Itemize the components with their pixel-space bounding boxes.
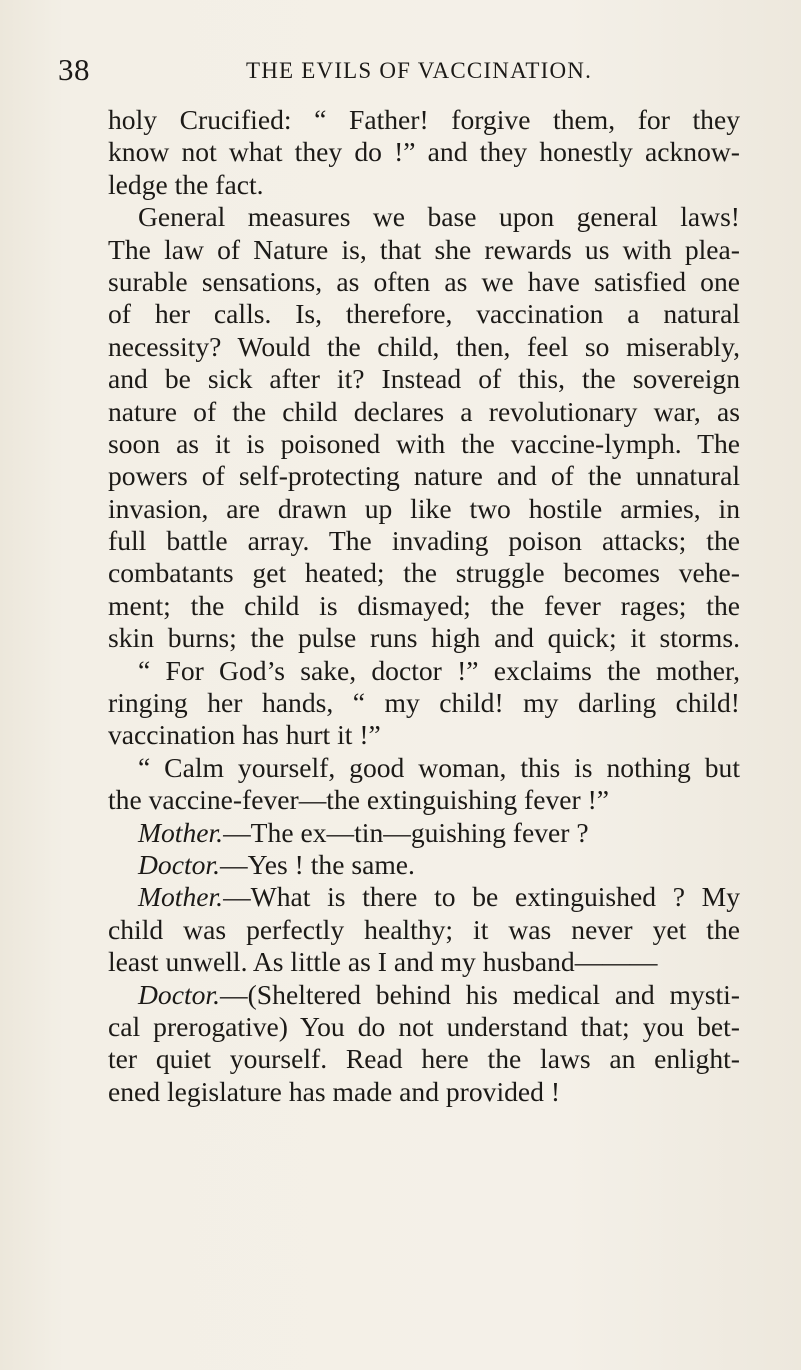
line-text: —(Sheltered behind his medical and mysti- <box>220 978 740 1010</box>
line-text: ter quiet yourself. Read here the laws an enlight- <box>108 1043 740 1075</box>
text-line <box>108 849 740 881</box>
speaker-name: Mother. <box>138 881 224 913</box>
line-text: powers of self-protecting nature and of the unnatural <box>108 460 740 492</box>
speaker-name: Doctor. <box>138 848 221 880</box>
text-line <box>108 1076 740 1108</box>
line-text: —What is there to be extinguished ? My <box>223 881 740 913</box>
line-text: holy Crucified: “ Father! forgive them, for they <box>108 104 740 135</box>
line-text: ringing her hands, “ my child! my darling child! <box>108 687 740 719</box>
text-line <box>108 914 740 946</box>
line-text: of her calls. Is, therefore, vaccination a natural <box>108 298 740 330</box>
text-line <box>108 234 740 266</box>
text-line <box>108 946 740 978</box>
text-line <box>108 525 740 557</box>
line-text: soon as it is poisoned with the vaccine-lymph. The <box>108 427 740 459</box>
text-line <box>108 1011 740 1043</box>
text-line <box>108 655 740 687</box>
speaker-name: Mother. <box>138 816 224 848</box>
line-text: —Yes ! the same. <box>220 848 415 880</box>
text-line <box>108 331 740 363</box>
running-head <box>58 52 748 92</box>
line-text: “ For God’s sake, doctor !” exclaims the mother, <box>138 654 740 686</box>
text-line <box>108 557 740 589</box>
text-line <box>108 460 740 492</box>
text-line <box>108 201 740 233</box>
text-line <box>108 266 740 298</box>
line-text: nature of the child declares a revolutionary war, as <box>108 395 740 427</box>
text-line <box>108 428 740 460</box>
line-text: necessity? Would the child, then, feel so miserably, <box>108 330 740 362</box>
line-text: and be sick after it? Instead of this, the sovereign <box>108 363 740 395</box>
line-text: ment; the child is dismayed; the fever rages; the <box>108 589 740 621</box>
text-line <box>108 396 740 428</box>
line-text: The law of Nature is, that she rewards us with plea- <box>108 233 740 265</box>
line-text: —The ex—tin—guishing fever ? <box>223 816 589 848</box>
text-line <box>108 881 740 913</box>
speaker-name: Doctor. <box>138 978 221 1010</box>
text-line <box>108 719 740 751</box>
line-text: “ Calm yourself, good woman, this is nothing but <box>138 751 740 783</box>
text-line <box>108 752 740 784</box>
text-line <box>108 622 740 654</box>
text-line <box>108 493 740 525</box>
text-line <box>108 590 740 622</box>
text-line <box>108 363 740 395</box>
line-text: full battle array. The invading poison attacks; the <box>108 525 740 557</box>
line-text: invasion, are drawn up like two hostile armies, in <box>108 492 740 524</box>
text-line <box>108 169 740 201</box>
line-text: cal prerogative) You do not understand that; you bet- <box>108 1010 740 1042</box>
line-text: General measures we base upon general laws! <box>138 201 740 233</box>
text-line <box>108 1043 740 1075</box>
page-number: 38 <box>58 52 90 87</box>
line-text: least unwell. As little as I and my husband——— <box>108 946 658 978</box>
text-line <box>108 298 740 330</box>
text-line <box>108 136 740 168</box>
text-line <box>108 784 740 816</box>
text-line <box>108 979 740 1011</box>
running-title: THE EVILS OF VACCINATION. <box>246 58 593 83</box>
text-line <box>108 104 740 136</box>
line-text: ledge the fact. <box>108 168 264 200</box>
line-text: know not what they do !” and they honestly acknow- <box>108 136 740 168</box>
line-text: combatants get heated; the struggle becomes vehe- <box>108 557 740 589</box>
body-text <box>108 104 740 1108</box>
line-text: skin burns; the pulse runs high and quick; it storms. <box>108 622 740 654</box>
line-text: surable sensations, as often as we have satisfied one <box>108 265 740 297</box>
text-line <box>108 687 740 719</box>
line-text: vaccination has hurt it !” <box>108 719 381 751</box>
text-line <box>108 817 740 849</box>
line-text: the vaccine-fever—the extinguishing fever !” <box>108 784 610 816</box>
line-text: child was perfectly healthy; it was never yet the <box>108 913 740 945</box>
line-text: ened legislature has made and provided ! <box>108 1075 561 1107</box>
